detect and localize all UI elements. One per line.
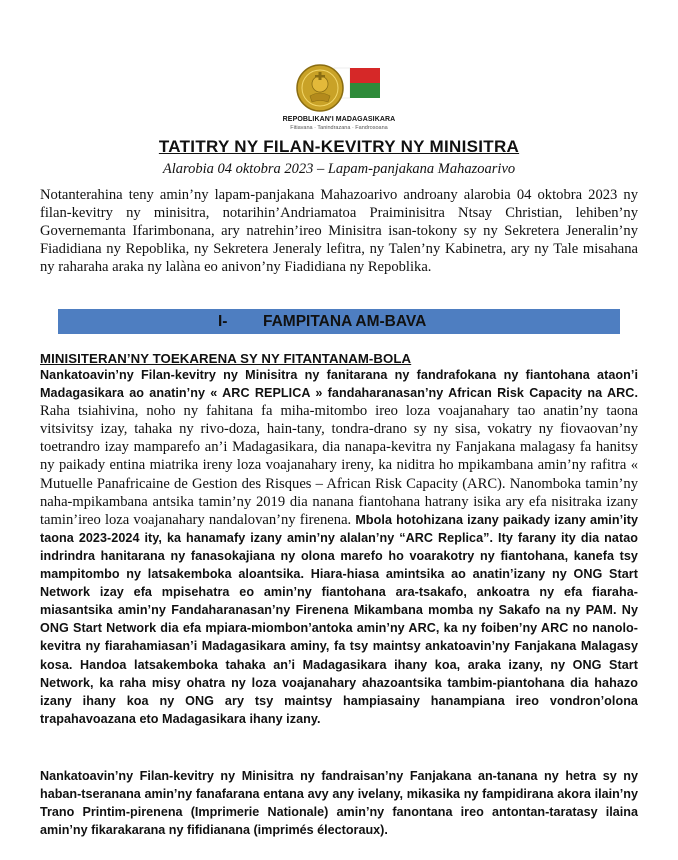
intro-paragraph: Notanterahina teny amin’ny lapam-panjakana Mahazoarivo androany alarobia 04 oktobra 2023 ny filan-kevitry ny minisitra, notarihin’Andriamatoa Praiminisitra Ntsay Christian, lehiben’ny Governemanta Ifarimbonana, ary natrehin’ireo Minisitra isan-tokony sy ny Sekretera Jeneralin’ny Fiadidiana ny Repoblika, ny Sekretera Jeneraly lefitra, ny Talen’ny Kabinetra, ary ny Tale misahana ny raharaha araka ny lalàna eo anivon’ny Fiadidiana ny Repoblika. xyxy=(40,187,638,276)
section-title: FAMPITANA AM-BAVA xyxy=(263,313,427,330)
report-date-location: Alarobia 04 oktobra 2023 – Lapam-panjakana Mahazoarivo xyxy=(162,161,516,177)
report-title: TATITRY NY FILAN-KEVITRY NY MINISITRA xyxy=(158,137,520,156)
republic-logo xyxy=(268,62,410,134)
logo-motto: Fitiavana · Tanindrazana · Fandrosoana xyxy=(290,125,388,131)
printing-tax-paragraph: Nankatoavin’ny Filan-kevitry ny Minisitra ny fandraisan’ny Fanjakana an-tanana ny hetra sy ny haban-tseranana amin’ny fanafarana entana avy any ivelany, mikasika ny fampidirana akora ilain’ny Trano Printim-pirenena (Imprimerie Nationale) amin’ny fanontana ireo antontan-taratasy ilaina amin’ny fikarakarana ny fifidianana (imprimés électoraux). xyxy=(40,769,638,838)
paragraph1-bold-tail: Mbola hotohizana izany paikady izany amin’ity taona 2023-2024 ity, ka hanamafy izany amin’ny alalan’ny “ARC Replica”. Ity farany ity dia natao indrindra hanitarana ny fanasokajiana ny olona marefo ho voarakotry ny fiantohana, kanefa tsy mampitombo ny latsakemboka aloantsika. Hiara-hiasa amintsika ao anatin’izany ny ONG Start Network izay efa mpisehatra eo amin’ny fiantohana ara-tsakafo, ankoatra ny efa fiaraha-miasantsika amin’ny Fandaharanasan’ny Firenena Mikambana momba ny Sakafo na ny PAM. Ny ONG Start Network dia efa mpiara-miombon’antoka amin’ny ARC, ka ny foiben’ny ARC no nanolo-kevitra ny fiarahamiasan’i Madagasikara aminy, fa tsy maintsy ankatoavin’ny Fanjakana Malagasy kosa. Handoa latsakemboka tahaka an’i Madagasikara ihany koa, araka izany, ny ONG Start Network, ka raha misy ohatra ny loza voajanahary ahazoantsika tambim-piantohana dia hahazo izany ihany koa ny ONG ary tsy maintsy hampiasainy hanampiana ireo vondron’olona trapahavoazana eto Madagasikara ihany izany. xyxy=(40,512,638,726)
paragraph1-bold-lead: Nankatoavin’ny Filan-kevitry ny Minisitra ny fanitarana ny fandrafokana ny fiantohana ataon’i Madagasikara ao anatin’ny « ARC REPLICA » fandaharanasan’ny African Risk Capacity na ARC. xyxy=(40,368,638,401)
paragraph1-body: Raha tsiahivina, noho ny fahitana fa miha-mitombo ireo loza voajanahary tao anatin’ny taona vitsivitsy izay, tahaka ny rivo-doza, hain-tany, tondra-drano sy ny sisa, vokatry ny fiovaovan’ny toetrandro izay mamparefo an’i Madagasikara, dia nanapa-kevitra ny Fanjakana malagasy fa hanitsy ny paikady entina miatrika ireny loza voajanahary ireny, ka niditra ho mpikambana amin’ny rafitra « Mutuelle Panafricaine de Gestion des Risques – African Risk Capacity (ARC). Nanomboka tamin’ny naha-mpikambana antsika tamin’ny 2019 dia nanana fiantohana hatrany isika ary efa nisitraka izany tamin’ireo loza voajanahary nandalovan’ny firenena. xyxy=(40,403,638,528)
ministry-heading: MINISITERAN’NY TOEKARENA SY NY FITANTANAM-BOLA xyxy=(40,351,412,366)
section-number: I- xyxy=(218,313,228,330)
republic-seal-flag-icon xyxy=(294,62,384,116)
logo-republic-name: REPOBLIKAN'I MADAGASIKARA xyxy=(282,116,396,123)
section-banner xyxy=(58,309,620,334)
arc-replica-paragraph xyxy=(40,366,638,728)
